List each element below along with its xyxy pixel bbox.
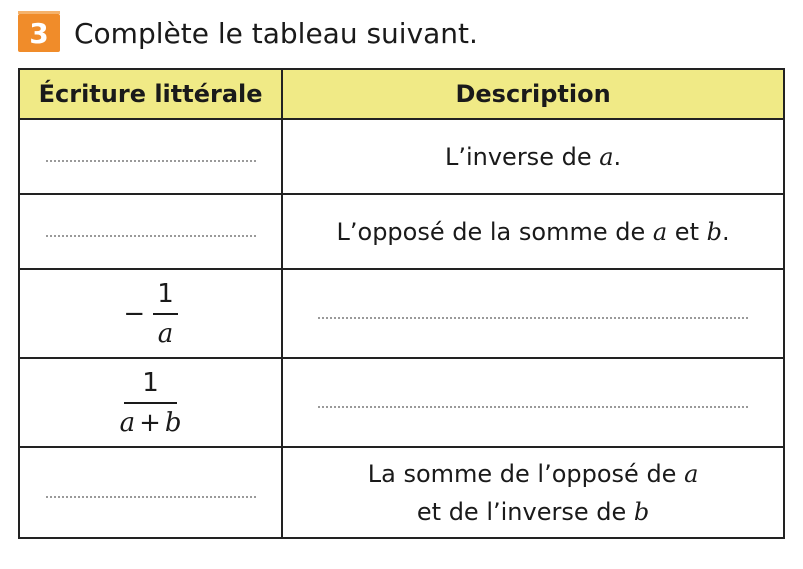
description-text: L’opposé de la somme de: [336, 217, 653, 246]
minus-sign: −: [123, 298, 146, 329]
table-row: [19, 447, 784, 538]
fraction-denominator: [120, 404, 182, 438]
variable-b: b: [633, 497, 650, 526]
table-row: [19, 194, 784, 269]
answer-blank-literal[interactable]: [19, 194, 282, 269]
variable-a: a: [119, 407, 136, 438]
column-header-literal: Écriture littérale: [19, 69, 282, 119]
dotted-line: [46, 496, 256, 498]
dotted-line: [46, 160, 256, 162]
variable-a: a: [599, 142, 614, 171]
answer-blank-description[interactable]: [282, 269, 784, 358]
literal-expression-cell: [19, 269, 282, 358]
dotted-line: [46, 235, 256, 237]
fraction-expression: [120, 368, 182, 438]
variable-a: a: [652, 217, 668, 246]
fraction-numerator: 1: [153, 279, 178, 315]
description-text: .: [721, 217, 730, 246]
description-text: L’inverse de: [444, 142, 600, 171]
description-text: .: [613, 142, 622, 171]
fraction: [120, 368, 182, 438]
dotted-line: [318, 406, 748, 408]
description-text: et: [667, 217, 707, 246]
exercise-table: [18, 68, 785, 539]
description-line-2: [283, 493, 783, 531]
description-cell: [282, 194, 784, 269]
answer-blank-description[interactable]: [282, 358, 784, 447]
answer-blank-literal[interactable]: [19, 119, 282, 194]
dotted-line: [318, 317, 748, 319]
variable-a: a: [684, 459, 699, 488]
table-row: [19, 358, 784, 447]
variable-b: b: [706, 217, 722, 246]
description-line-1: [283, 455, 783, 493]
variable-b: b: [164, 407, 182, 438]
fraction-numerator: 1: [124, 368, 177, 404]
exercise-instruction: Complète le tableau suivant.: [74, 16, 478, 50]
fraction: [153, 279, 178, 349]
description-text: La somme de l’opposé de: [367, 459, 685, 488]
description-text: et de l’inverse de: [416, 497, 634, 526]
table-row: [19, 269, 784, 358]
column-header-description: Description: [282, 69, 784, 119]
exercise-number: 3: [29, 16, 49, 50]
literal-expression-cell: [19, 358, 282, 447]
table-row: [19, 119, 784, 194]
description-cell: [282, 447, 784, 538]
description-cell: [282, 119, 784, 194]
plus-sign: +: [139, 407, 161, 438]
negative-fraction: [123, 279, 177, 349]
exercise-number-badge: [18, 14, 60, 52]
answer-blank-literal[interactable]: [19, 447, 282, 538]
exercise-header: [18, 12, 478, 54]
fraction-denominator: a: [157, 318, 174, 349]
